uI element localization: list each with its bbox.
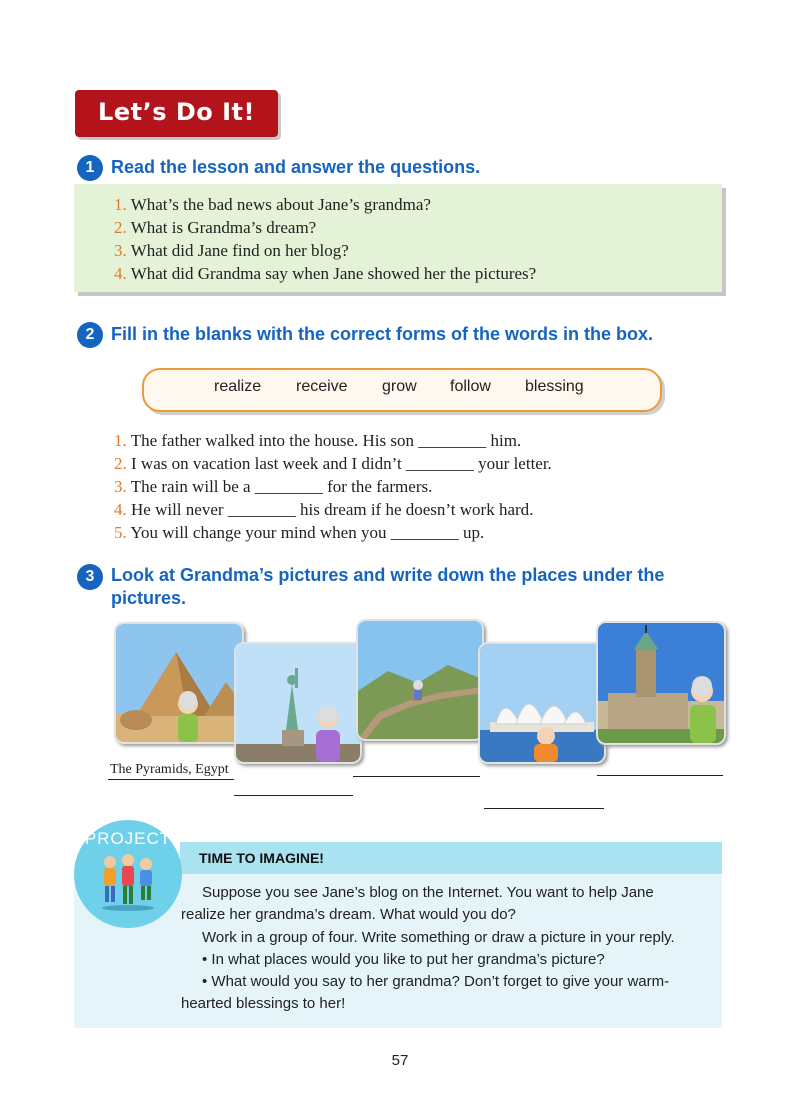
banner-title: Let’s Do It!	[98, 98, 255, 126]
word-box-word: realize	[214, 378, 262, 395]
project-line-1: Suppose you see Jane’s blog on the Internet. You want to help Jane	[202, 884, 654, 901]
section-3-title-line-2: pictures.	[111, 588, 187, 608]
section-banner	[75, 90, 278, 137]
answer-line[interactable]	[353, 776, 480, 777]
answer-line[interactable]	[234, 795, 353, 796]
project-line-2: realize her grandma’s dream. What would you do?	[181, 906, 516, 923]
section-2-number: 2	[77, 322, 103, 348]
questions-list	[114, 193, 536, 285]
project-line-5: • What would you say to her grandma? Don’t forget to give your warm-	[202, 973, 670, 990]
question-item: 3. What did Jane find on her blog?	[114, 241, 349, 260]
sentence-item: 2. I was on vacation last week and I didn’t ________ your letter.	[114, 454, 552, 473]
page-number: 57	[391, 1052, 409, 1069]
word-box-word: grow	[382, 378, 417, 395]
example-caption: The Pyramids, Egypt	[110, 762, 229, 777]
great-wall-picture	[356, 619, 484, 741]
project-line-6: hearted blessings to her!	[181, 995, 346, 1012]
question-item: 2. What is Grandma’s dream?	[114, 218, 317, 237]
section-1-number: 1	[77, 155, 103, 181]
project-title: TIME TO IMAGINE!	[199, 850, 324, 866]
answer-line[interactable]	[484, 808, 604, 809]
word-box-word: receive	[296, 378, 348, 395]
sentence-item: 3. The rain will be a ________ for the farmers.	[114, 477, 433, 496]
question-item: 4. What did Grandma say when Jane showed her the pictures?	[114, 264, 537, 283]
statue-of-liberty-picture	[234, 642, 362, 764]
sentence-item: 1. The father walked into the house. His son ________ him.	[114, 431, 522, 450]
kids-illustration-icon	[96, 850, 162, 912]
question-item: 1. What’s the bad news about Jane’s grandma?	[114, 195, 431, 214]
project-line-3: Work in a group of four. Write something or draw a picture in your reply.	[202, 929, 675, 946]
sentence-item: 4. He will never ________ his dream if he doesn’t work hard.	[114, 500, 534, 519]
sentences-list	[114, 429, 552, 544]
project-label: PROJECT	[84, 829, 172, 848]
section-2-title: Fill in the blanks with the correct forms of the words in the box.	[111, 324, 654, 344]
parliament-picture	[596, 621, 726, 745]
section-1-title: Read the lesson and answer the questions.	[111, 157, 481, 177]
section-3-title-line-1: Look at Grandma’s pictures and write down the places under the	[111, 565, 665, 585]
word-box-word: blessing	[525, 378, 584, 395]
answer-line	[108, 779, 234, 780]
section-3-number: 3	[77, 564, 103, 590]
answer-line[interactable]	[597, 775, 723, 776]
project-line-4: • In what places would you like to put her grandma’s picture?	[202, 951, 605, 968]
pyramids-picture	[114, 622, 244, 744]
sydney-opera-house-picture	[478, 642, 606, 764]
word-box-word: follow	[450, 378, 491, 395]
sentence-item: 5. You will change your mind when you ________ up.	[114, 523, 485, 542]
